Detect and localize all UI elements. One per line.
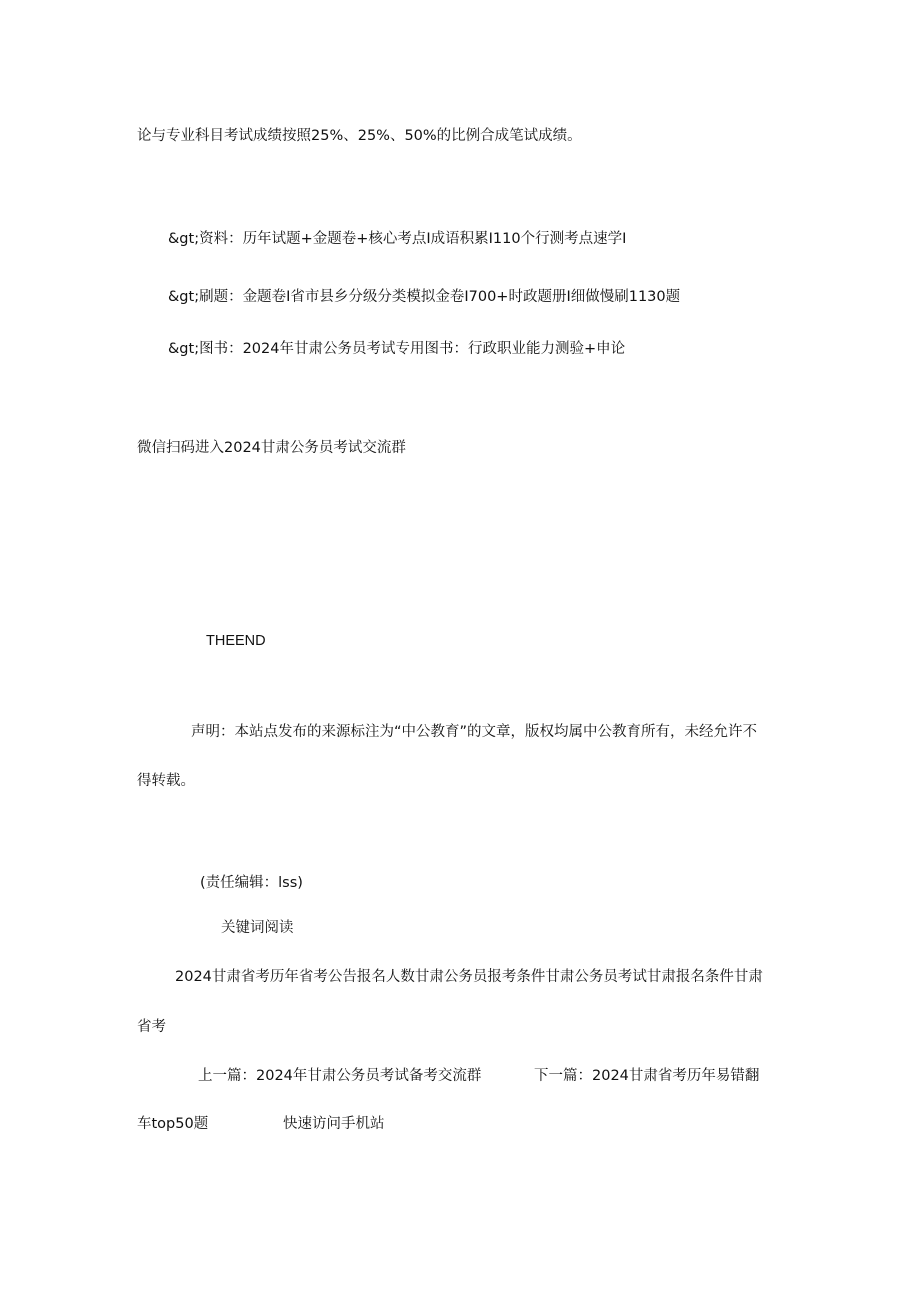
next-article-link-continued[interactable]: 车top50题	[137, 1116, 209, 1132]
score-ratio-text: 论与专业科目考试成绩按照25%、25%、50%的比例合成笔试成绩。	[137, 128, 582, 144]
editor-credit: (责任编辑：lss)	[200, 875, 303, 891]
resource-practice-link[interactable]: &gt;刷题：金题卷I省市县乡分级分类模拟金卷I700+时政题册I细做慢刷1130题	[168, 289, 681, 305]
keyword-links-line1[interactable]: 2024甘肃省考历年省考公告报名人数甘肃公务员报考条件甘肃公务员考试甘肃报名条件甘肃	[175, 969, 763, 985]
keywords-title: 关键词阅读	[221, 920, 294, 936]
prev-article-link[interactable]: 上一篇：2024年甘肃公务员考试备考交流群	[198, 1068, 482, 1084]
resource-books-link[interactable]: &gt;图书：2024年甘肃公务员考试专用图书：行政职业能力测验+申论	[168, 341, 626, 357]
next-article-link[interactable]: 下一篇：2024甘肃省考历年易错翻	[534, 1068, 760, 1084]
the-end-mark: THEEND	[206, 633, 266, 649]
copyright-declaration-line2: 得转载。	[137, 773, 195, 789]
resource-material-link[interactable]: &gt;资料：历年试题+金题卷+核心考点I成语积累I110个行测考点速学I	[168, 231, 627, 247]
copyright-declaration-line1: 声明：本站点发布的来源标注为“中公教育”的文章，版权均属中公教育所有，未经允许不	[191, 724, 758, 740]
keyword-links-line2[interactable]: 省考	[137, 1019, 166, 1035]
mobile-site-link[interactable]: 快速访问手机站	[283, 1116, 385, 1132]
wechat-group-text: 微信扫码进入2024甘肃公务员考试交流群	[137, 440, 406, 456]
